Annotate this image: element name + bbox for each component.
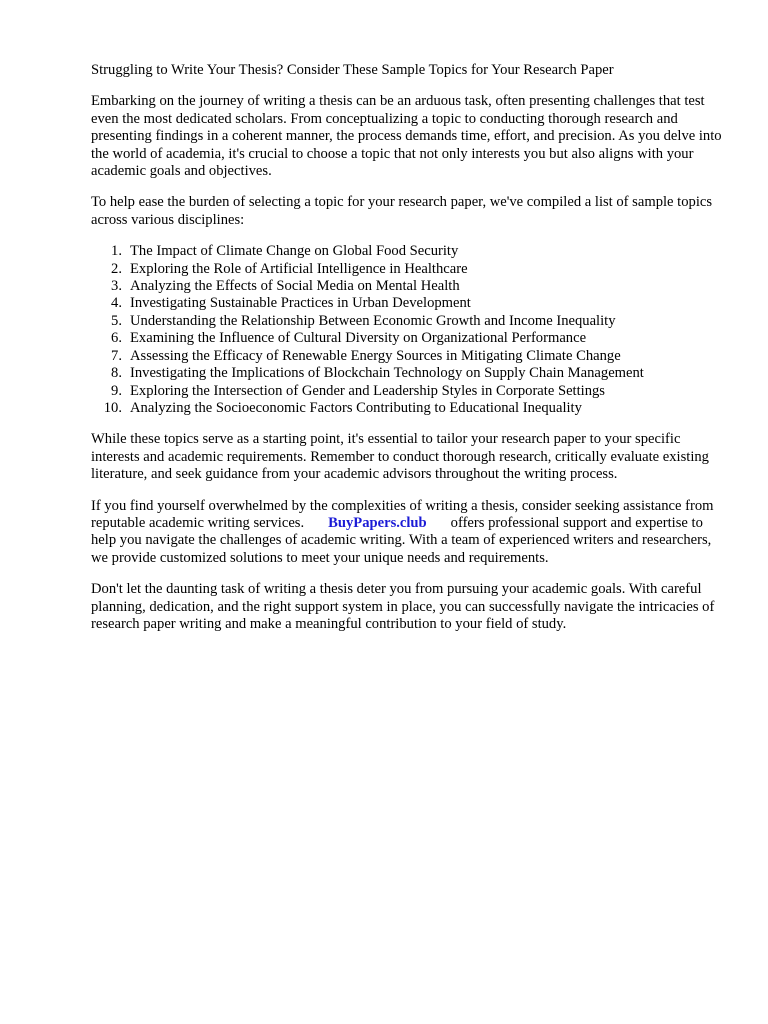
topics-list [91,243,731,417]
list-item [91,261,731,278]
list-item-text: Analyzing the Socioeconomic Factors Contributing to Educational Inequality [130,399,582,416]
list-item-number: 1. [111,243,122,260]
list-item [91,348,731,365]
list-item [91,278,731,295]
assistance-text-before: If you find yourself overwhelmed by the complexities of writing a thesis, consider seeking assistance from reputable academic writing services. [91,497,714,531]
list-item [91,383,731,400]
list-item [91,365,731,382]
list-item-text: Analyzing the Effects of Social Media on Mental Health [130,278,460,295]
list-item [91,313,731,330]
list-item-text: Examining the Influence of Cultural Diversity on Organizational Performance [130,330,587,347]
list-item-number: 9. [111,382,122,399]
list-item [91,295,731,312]
list-item-number: 2. [111,260,122,277]
list-item [91,243,731,260]
list-item-number: 8. [111,365,122,382]
tailor-paragraph: While these topics serve as a starting point, it's essential to tailor your research paper to your specific interests and academic requirements. Remember to conduct thorough research, critically evaluate existing literature, and seek guidance from your academic advisors throughout the writing process. [91,431,709,483]
buypapers-link[interactable]: BuyPapers.club [328,514,427,531]
list-item-number: 6. [111,330,122,347]
list-item-text: Exploring the Intersection of Gender and Leadership Styles in Corporate Settings [130,382,605,399]
list-item-text: Investigating the Implications of Blockchain Technology on Supply Chain Management [130,365,644,382]
list-item-text: Investigating Sustainable Practices in Urban Development [130,295,471,312]
assistance-paragraph [91,498,731,568]
list-item-number: 5. [111,312,122,329]
document-page [91,62,731,647]
closing-paragraph: Don't let the daunting task of writing a thesis deter you from pursuing your academic goals. With careful planning, dedication, and the right support system in place, you can successfully navigate the intricacies of research paper writing and make a meaningful contribution to your field of study. [91,581,715,632]
list-item-text: Exploring the Role of Artificial Intelligence in Healthcare [130,260,468,277]
assistance-text-after: offers professional support and expertise to help you navigate the challenges of academic writing. With a team of experienced writers and researchers, we provide customized solutions to meet your unique needs and requirements. [91,514,712,566]
list-item-text: Understanding the Relationship Between Economic Growth and Income Inequality [130,312,616,329]
list-item-number: 4. [111,295,122,312]
list-item [91,400,731,417]
list-item-text: The Impact of Climate Change on Global Food Security [130,243,459,260]
list-item-number: 10. [103,399,122,416]
list-item-number: 3. [111,278,122,295]
list-intro-paragraph: To help ease the burden of selecting a topic for your research paper, we've compiled a list of sample topics across various disciplines: [91,194,713,228]
list-item-text: Assessing the Efficacy of Renewable Energy Sources in Mitigating Climate Change [130,347,621,364]
document-title: Struggling to Write Your Thesis? Consider These Sample Topics for Your Research Paper [91,62,614,78]
list-item [91,330,731,347]
intro-paragraph: Embarking on the journey of writing a thesis can be an arduous task, often presenting challenges that test even the most dedicated scholars. From conceptualizing a topic to conducting thorough research and presenting findings in a coherent manner, the process demands time, effort, and precision. As you delve into the world of academia, it's crucial to choose a topic that not only interests you but also aligns with your academic goals and objectives. [91,93,722,180]
list-item-number: 7. [111,347,122,364]
